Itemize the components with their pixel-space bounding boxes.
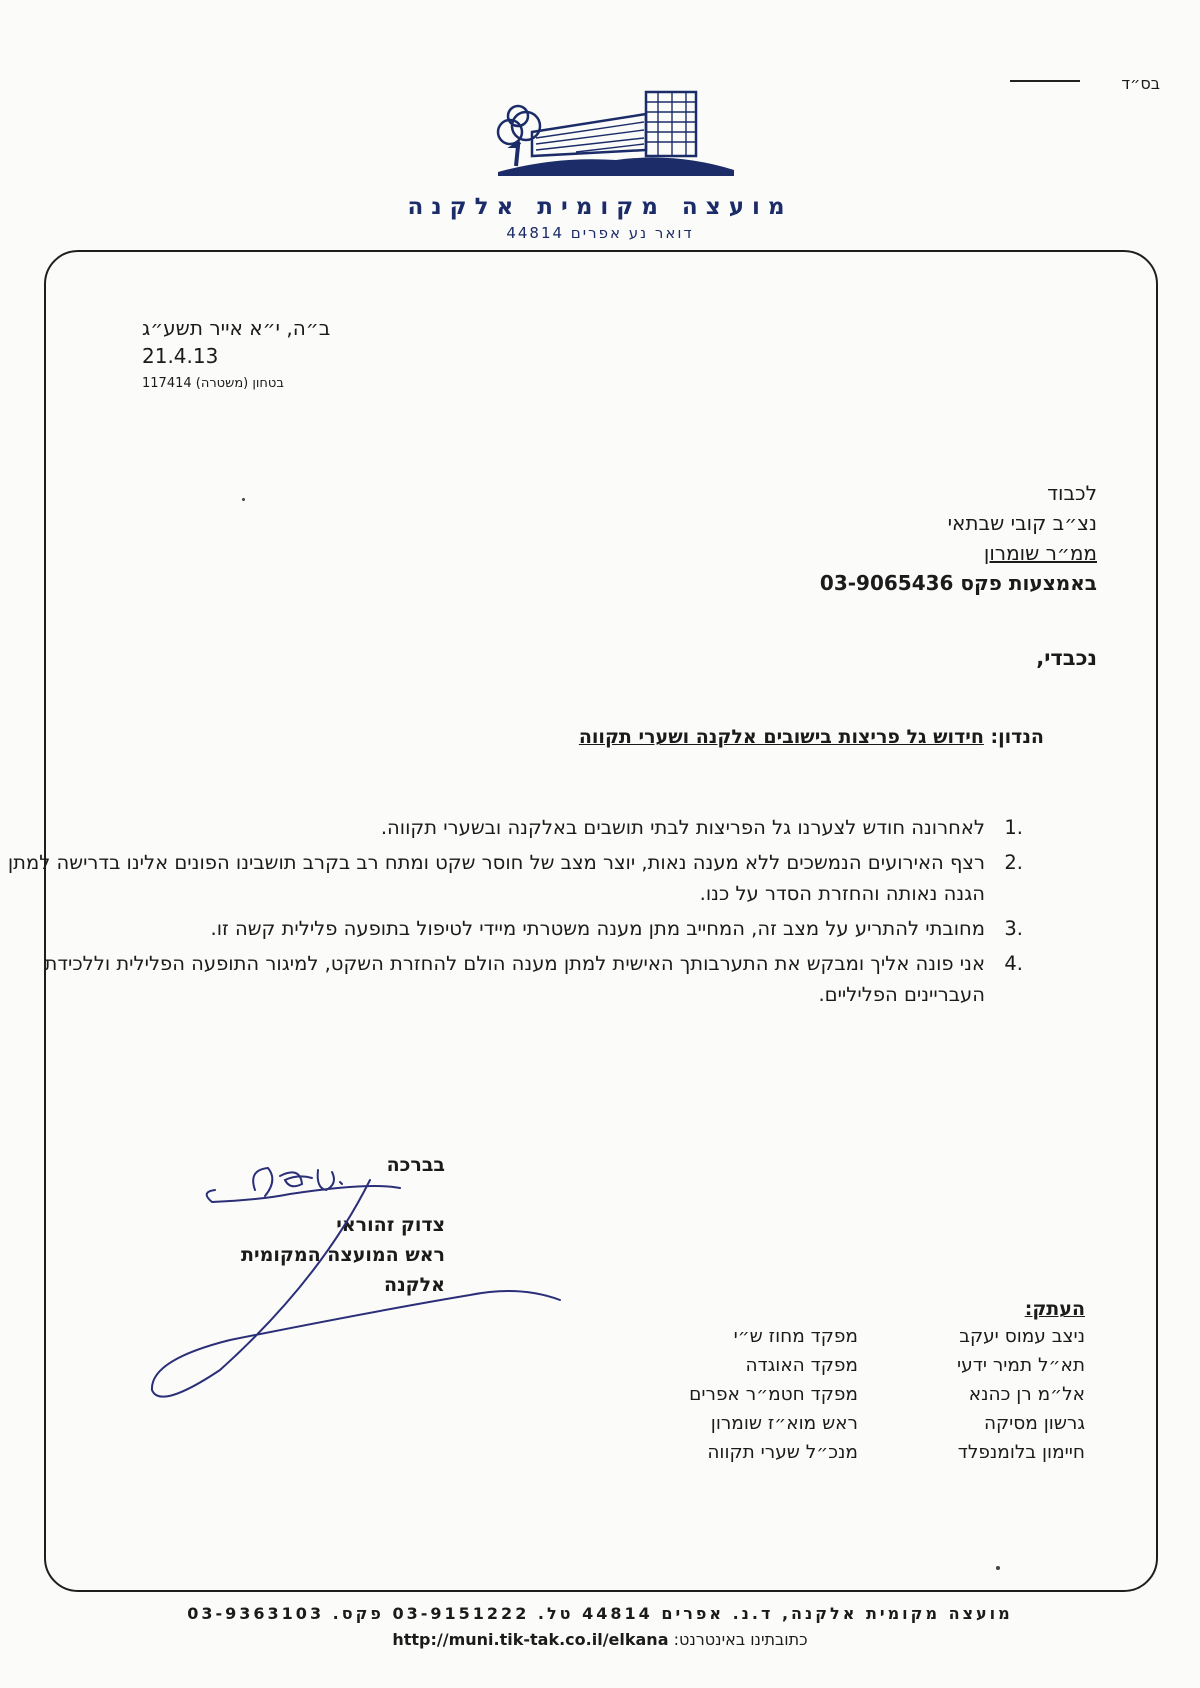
body-list [3, 812, 1023, 1014]
copy-recipient: מפקד מחוז ש״י [733, 1326, 858, 1347]
signer-title: ראש המועצה המקומית [241, 1244, 445, 1266]
copy-recipient: גרשון מסיקה [983, 1413, 1085, 1434]
copy-recipient: אל״מ רן כהנא [968, 1384, 1085, 1405]
list-item [3, 847, 1023, 909]
recipient-name: נצ״ב קובי שבתאי [947, 511, 1097, 535]
footer-web-label: כתובתינו באינטרנט: [673, 1630, 808, 1649]
subject-text: חידוש גל פריצות בישובים אלקנה ושערי תקווה [578, 726, 984, 748]
reference-number: בטחון (משטרה) 117414 [142, 376, 284, 391]
signer-name: צדוק זהוראי [336, 1214, 445, 1236]
subject-label: הנדון: [990, 726, 1044, 748]
date-gregorian: 21.4.13 [142, 344, 219, 368]
list-item-number: 2. [1004, 851, 1023, 874]
list-item-text: מחובתי להתריע על מצב זה, המחייב מתן מענה משטרתי מיידי לטיפול בתופעה פלילית קשה זו. [210, 917, 985, 940]
copy-recipient: מפקד חטמ״ר אפרים [689, 1384, 858, 1405]
list-item-text: אני פונה אליך ומבקש את התערבותך האישית למתן מענה הולם להחזרת השקט, למיגור התופעה הפלילית וללכידת העבריינים הפליליים. [44, 952, 985, 1006]
footer-url-link[interactable]: http://muni.tik-tak.co.il/elkana [392, 1630, 669, 1649]
date-block [142, 314, 442, 398]
footer-web [0, 1630, 1200, 1649]
copies-list-right [855, 1322, 1085, 1467]
greeting: נכבדי, [1036, 646, 1097, 670]
signature-closing: בברכה [386, 1154, 445, 1176]
copy-recipient: חיימון בלומנפלד [957, 1442, 1085, 1463]
footer-contact: מועצה מקומית אלקנה, ד.נ. אפרים 44814 טל. 03-9151222 פקס. 03-9363103 [187, 1604, 1013, 1623]
recipient-region: ממ״ר שומרון [983, 541, 1097, 565]
list-item-text: לאחרונה חודש לצערנו גל הפריצות לבתי תושבים באלקנה ובשערי תקווה. [380, 816, 985, 839]
list-item-text: רצף האירועים הנמשכים ללא מענה נאות, יוצר מצב של חוסר שקט ומתח רב בקרב תושבינו הפונים אלינו בדרישה למתן הגנה נאותה והחזרת הסדר על כנו. [7, 851, 985, 905]
handwritten-signature-icon [140, 1160, 610, 1400]
org-name: מועצה מקומית אלקנה [407, 194, 793, 220]
date-hebrew: ב״ה, י״א אייר תשע״ג [142, 316, 331, 340]
copy-recipient: מפקד האוגדה [745, 1355, 858, 1376]
list-item-number: 3. [1004, 917, 1023, 940]
org-address: דואר נע אפרים 44814 [506, 224, 694, 242]
copy-recipient: ראש מוא״ז שומרון [710, 1413, 858, 1434]
list-item [3, 812, 1023, 843]
bsd-mark: בס״ד [1121, 74, 1160, 93]
recipient-block [597, 478, 1097, 598]
council-logo-icon [496, 86, 736, 186]
signer-place: אלקנה [384, 1274, 445, 1296]
top-divider [1010, 80, 1080, 82]
list-item-number: 1. [1004, 816, 1023, 839]
recipient-salutation: לכבוד [1047, 481, 1097, 505]
copies-title: העתק: [1024, 1298, 1085, 1320]
scan-speck [242, 498, 245, 501]
scan-speck [996, 1566, 1000, 1570]
copy-recipient: תא״ל תמיר ידעי [957, 1355, 1085, 1376]
list-item [3, 948, 1023, 1010]
copies-list-left [558, 1322, 858, 1467]
list-item [3, 913, 1023, 944]
recipient-fax: באמצעות פקס 03-9065436 [819, 571, 1097, 595]
copy-recipient: מנכ״ל שערי תקווה [707, 1442, 858, 1463]
list-item-number: 4. [1004, 952, 1023, 975]
copy-recipient: ניצב עמוס יעקב [959, 1326, 1085, 1347]
subject-line [579, 726, 1044, 748]
